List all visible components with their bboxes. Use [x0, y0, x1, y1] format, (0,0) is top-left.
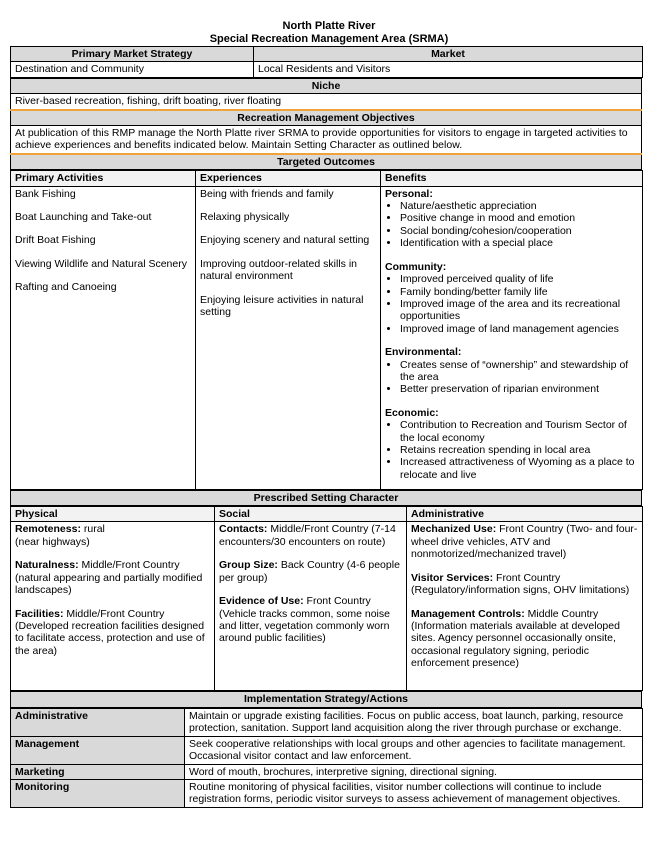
title-line-2: Special Recreation Management Area (SRMA) [209, 33, 449, 45]
experience-item: Improving outdoor-related skills in natural environment [200, 257, 357, 283]
benefit-item: • Positive change in mood and emotion [400, 212, 638, 224]
implementation-text: Seek cooperative relationships with local groups and other agencies to facilitate management. Occasional visitor contact and law enforcement. [185, 736, 643, 764]
benefit-item: • Contribution to Recreation and Tourism Sector of the local economy [400, 419, 638, 444]
setting-label: Group Size: [219, 559, 278, 572]
primary-activities-cell [11, 186, 196, 489]
setting-character-table [10, 506, 643, 691]
experience-item: Enjoying scenery and natural setting [200, 234, 370, 247]
benefit-group-personal [385, 188, 638, 250]
niche-table [10, 78, 642, 170]
implementation-header: Implementation Strategy/Actions [11, 692, 642, 707]
benefit-item: • Creates sense of “ownership” and stewardship of the area [400, 359, 638, 384]
physical-remoteness [15, 523, 210, 535]
market-header: Market [254, 47, 643, 62]
experience-item: Relaxing physically [200, 211, 290, 224]
setting-value: Middle/Front Country (7-14 encounters/30 encounters on route) [219, 523, 396, 548]
objectives-text: At publication of this RMP manage the North Platte river SRMA to provide opportunities for visitors to engage in targeted activities to achieve experiences and benefits indicated below. Maintain Setting Character as outlined below. [11, 126, 642, 154]
experience-item: Being with friends and family [200, 187, 334, 200]
benefit-heading: Personal: [385, 187, 433, 200]
activity-item: Drift Boat Fishing [15, 234, 96, 247]
benefit-item: • Nature/aesthetic appreciation [400, 200, 638, 212]
experience-item: Enjoying leisure activities in natural setting [200, 293, 364, 319]
admin-visitor-services [411, 572, 638, 597]
benefits-header: Benefits [381, 171, 643, 186]
benefit-item: • Retains recreation spending in local area [400, 444, 638, 456]
benefit-heading: Environmental: [385, 346, 462, 359]
setting-label: Facilities: [15, 607, 64, 620]
physical-header: Physical [11, 507, 215, 522]
market-table [10, 46, 643, 78]
benefit-item: • Improved image of land management agencies [400, 323, 638, 335]
benefit-group-community [385, 261, 638, 335]
targeted-outcomes-header: Targeted Outcomes [11, 154, 642, 170]
table-row [11, 779, 643, 807]
benefit-item: • Improved image of the area and its recreational opportunities [400, 298, 638, 323]
title-line-1: North Platte River [282, 20, 376, 32]
document-title [0, 20, 658, 46]
setting-label: Remoteness: [15, 523, 81, 536]
srma-table [10, 46, 642, 808]
setting-label: Mechanized Use: [411, 523, 497, 536]
setting-value: rural [80, 523, 105, 536]
benefit-heading: Community: [385, 260, 447, 273]
admin-management-controls [411, 608, 638, 670]
setting-value: Middle Country (Information materials available at developed sites. Agency personnel occasionally onsite, occasional regulatory signing, periodic enforcement presence) [411, 607, 620, 670]
primary-activities-header: Primary Activities [11, 171, 196, 186]
objectives-header: Recreation Management Objectives [11, 110, 642, 126]
implementation-label: Administrative [11, 708, 185, 736]
setting-detail: (near highways) [15, 535, 90, 548]
setting-detail: (natural appearing and partially modified landscapes) [15, 571, 203, 597]
benefit-item: • Improved perceived quality of life [400, 273, 638, 285]
activity-item: Boat Launching and Take-out [15, 211, 152, 224]
benefit-group-environmental [385, 346, 638, 396]
benefit-item: • Increased attractiveness of Wyoming as a place to relocate and live [400, 456, 638, 481]
implementation-table [10, 708, 643, 808]
setting-label: Naturalness: [15, 559, 79, 572]
implementation-text: Maintain or upgrade existing facilities. Focus on public access, boat launch, parking, resource protection, sanitation. Support land acquisition along the river through purchase or exchange. [185, 708, 643, 736]
primary-market-strategy-value: Destination and Community [11, 62, 254, 77]
administrative-cell [407, 522, 643, 691]
benefits-cell [381, 186, 643, 489]
benefit-item: • Family bonding/better family life [400, 286, 638, 298]
setting-value: Middle/Front Country [63, 607, 165, 620]
physical-naturalness [15, 559, 210, 571]
setting-label: Management Controls: [411, 607, 525, 620]
social-header: Social [215, 507, 407, 522]
social-contacts [219, 523, 402, 548]
benefit-item: • Identification with a special place [400, 237, 638, 249]
implementation-label: Management [11, 736, 185, 764]
implementation-text: Routine monitoring of physical facilities, visitor number collections will continue to include registration forms, periodic visitor surveys to assess achievement of management objectives. [185, 779, 643, 807]
setting-value: Middle/Front Country [78, 559, 180, 572]
implementation-label: Marketing [11, 764, 185, 779]
setting-label: Contacts: [219, 523, 268, 536]
admin-mechanized-use [411, 523, 638, 560]
physical-cell [11, 522, 215, 691]
niche-value: River-based recreation, fishing, drift boating, river floating [11, 94, 642, 110]
activity-item: Rafting and Canoeing [15, 281, 117, 294]
setting-character-header: Prescribed Setting Character [11, 490, 642, 505]
market-value: Local Residents and Visitors [254, 62, 643, 77]
social-group-size [219, 559, 402, 584]
table-row [11, 764, 643, 779]
benefit-item: • Social bonding/cohesion/cooperation [400, 225, 638, 237]
implementation-label: Monitoring [11, 779, 185, 807]
setting-label: Visitor Services: [411, 571, 494, 584]
experiences-header: Experiences [196, 171, 381, 186]
table-row [11, 736, 643, 764]
activity-item: Viewing Wildlife and Natural Scenery [15, 257, 187, 270]
setting-value: Front Country (Two- and four-wheel drive vehicles, ATV and nonmotorized/mechanized travel) [411, 523, 638, 561]
experiences-cell [196, 186, 381, 489]
setting-header-table [10, 490, 642, 506]
setting-value: Front Country (Regulatory/information signs, OHV limitations) [411, 571, 630, 597]
physical-facilities [15, 608, 210, 620]
administrative-header: Administrative [407, 507, 643, 522]
primary-market-strategy-header: Primary Market Strategy [11, 47, 254, 62]
implementation-header-table [10, 691, 642, 707]
setting-value: Back Country (4-6 people per group) [219, 559, 400, 584]
setting-label: Evidence of Use: [219, 595, 304, 608]
benefit-group-economic [385, 407, 638, 481]
setting-value: Front Country (Vehicle tracks common, some noise and litter, vegetation commonly worn around public facilities) [219, 595, 390, 645]
niche-header: Niche [11, 78, 642, 93]
activity-item: Bank Fishing [15, 187, 76, 200]
social-evidence-of-use [219, 595, 402, 645]
social-cell [215, 522, 407, 691]
benefit-heading: Economic: [385, 406, 439, 419]
benefit-item: • Better preservation of riparian environment [400, 383, 638, 395]
targeted-outcomes-table [10, 170, 643, 489]
implementation-text: Word of mouth, brochures, interpretive signing, directional signing. [185, 764, 643, 779]
table-row [11, 708, 643, 736]
setting-detail: (Developed recreation facilities designed to facilitate access, protection and use of the area) [15, 619, 205, 657]
